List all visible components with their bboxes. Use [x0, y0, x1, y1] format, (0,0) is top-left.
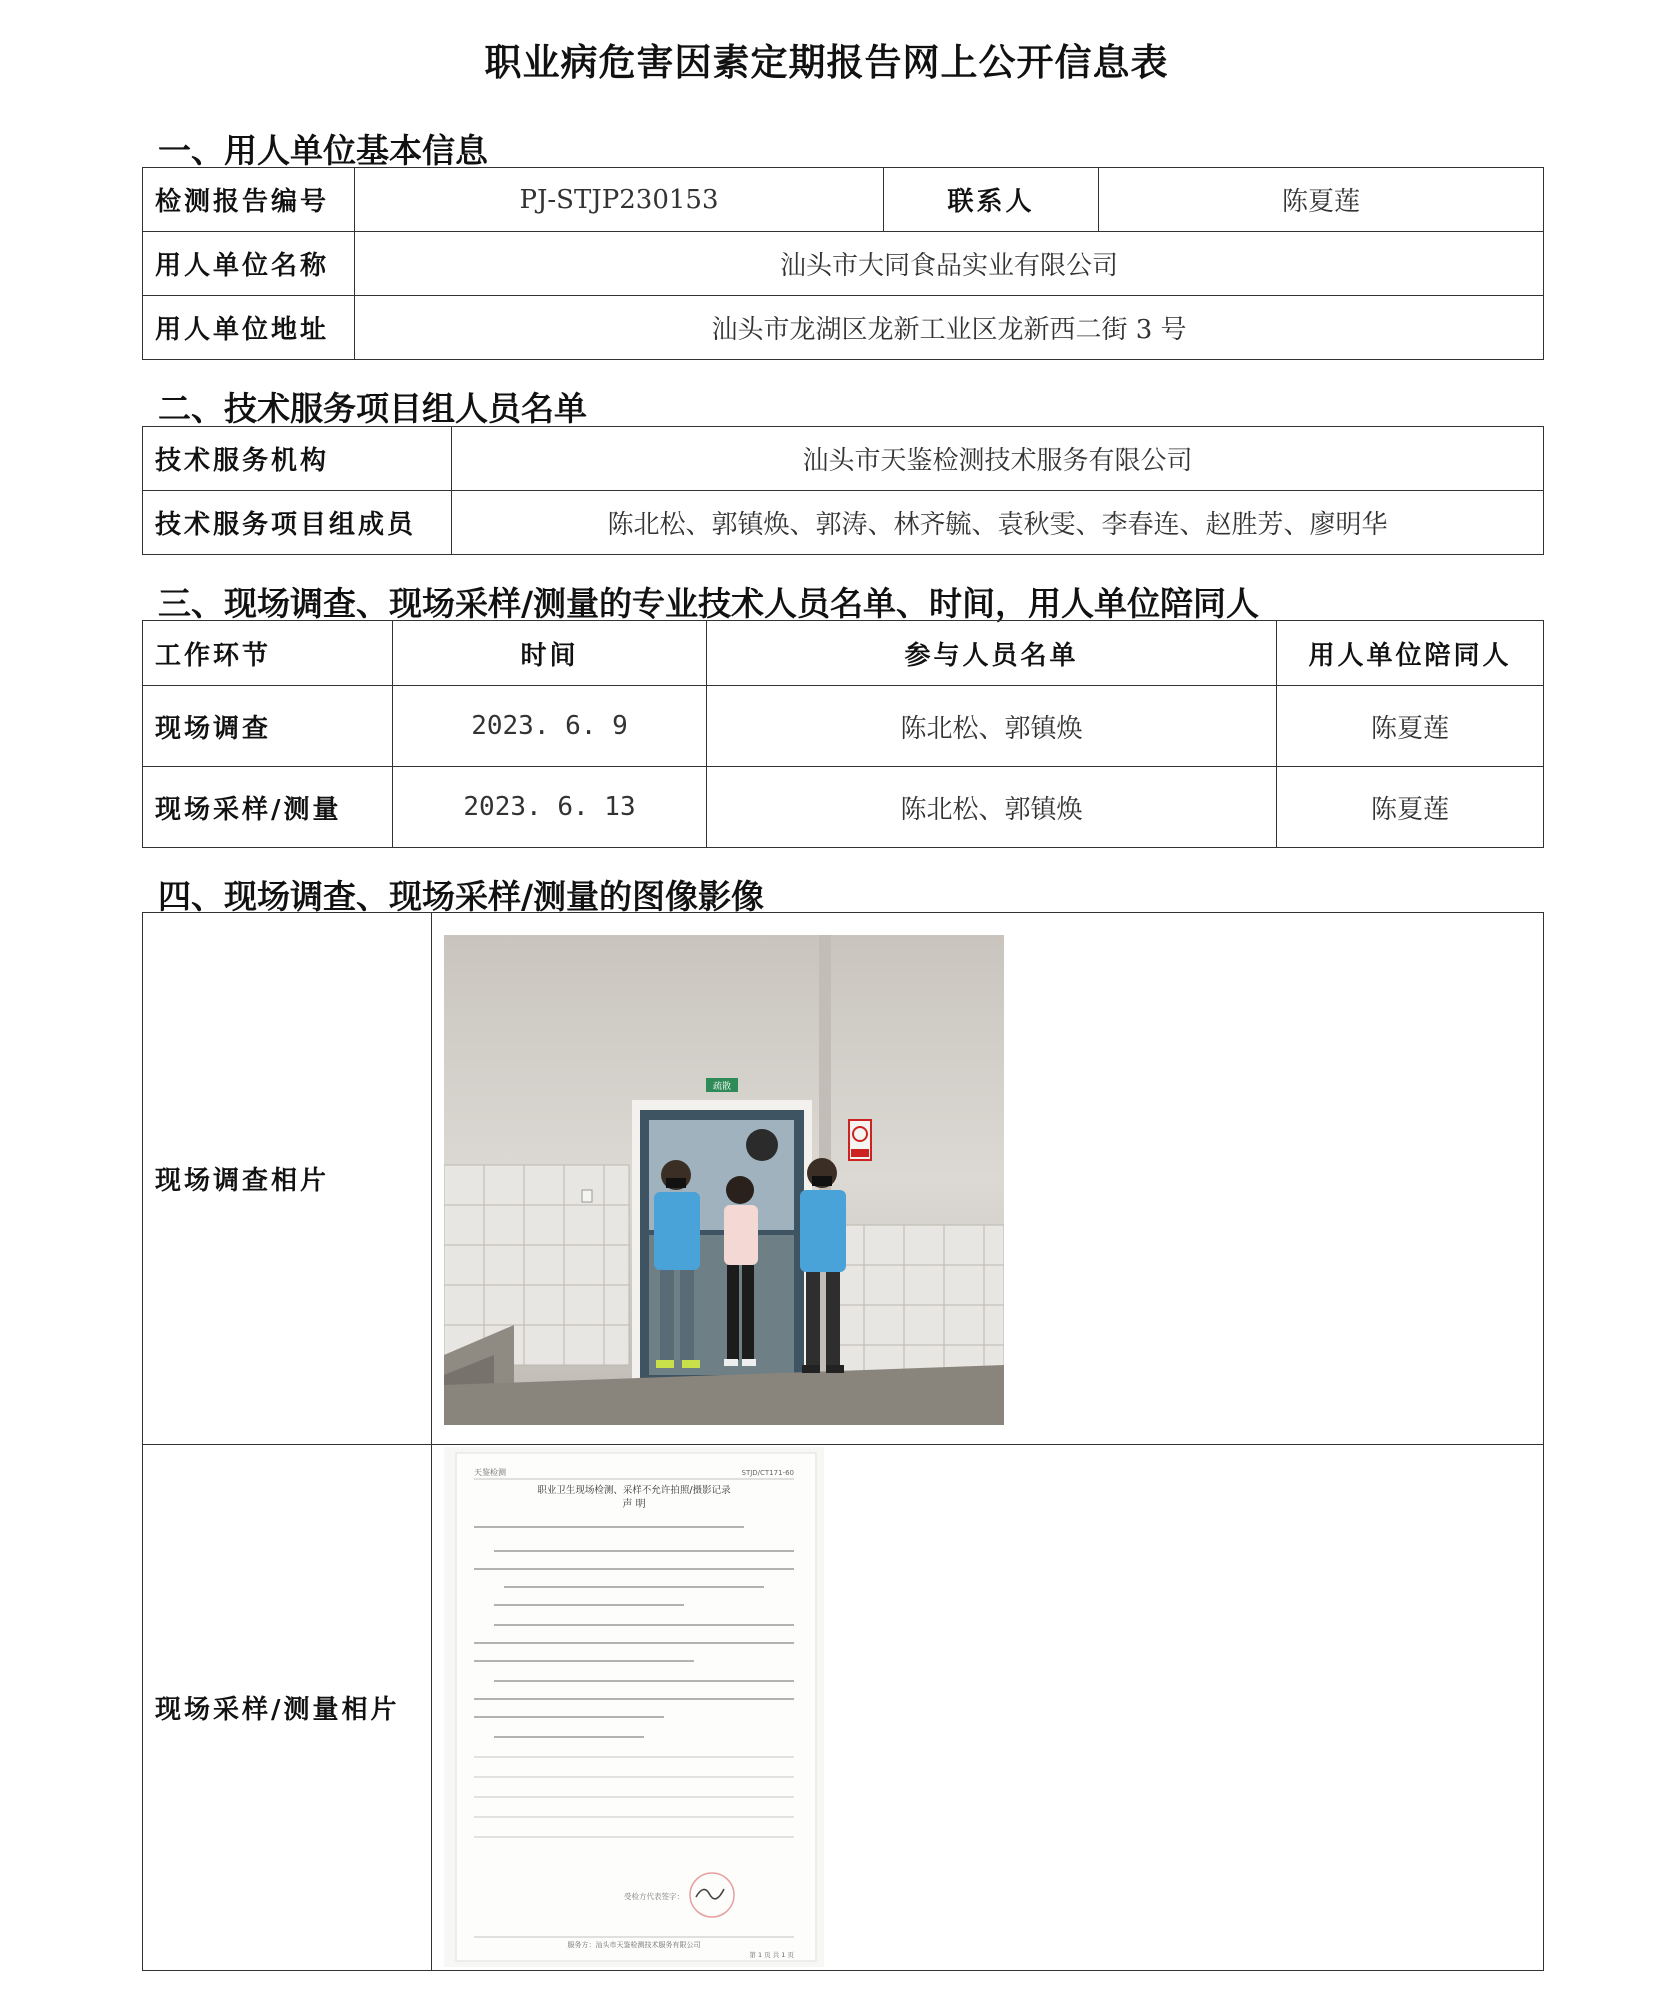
basic-info-table	[142, 167, 1544, 360]
doc-header-left: 天鉴检测	[474, 1468, 506, 1477]
unit-address-label: 用人单位地址	[143, 296, 355, 360]
photos-table	[142, 912, 1544, 1971]
row-escort: 陈夏莲	[1277, 767, 1544, 848]
unit-name-value: 汕头市大同食品实业有限公司	[355, 232, 1544, 296]
header-time: 时间	[393, 621, 707, 686]
table-row	[143, 767, 1544, 848]
row-people: 陈北松、郭镇焕	[707, 686, 1277, 767]
team-table	[142, 426, 1544, 555]
row-time: 2023. 6. 13	[393, 767, 707, 848]
header-people: 参与人员名单	[707, 621, 1277, 686]
row-escort: 陈夏莲	[1277, 686, 1544, 767]
schedule-table	[142, 620, 1544, 848]
doc-subtitle: 声 明	[622, 1499, 646, 1510]
header-escort: 用人单位陪同人	[1277, 621, 1544, 686]
sampling-photo-label: 现场采样/测量相片	[143, 1445, 432, 1971]
doc-title: 职业卫生现场检测、采样不允许拍照/摄影记录	[537, 1485, 731, 1496]
doc-sign-label: 受检方代表签字：	[624, 1892, 684, 1901]
survey-photo	[444, 935, 1004, 1425]
row-stage: 现场调查	[143, 686, 393, 767]
org-label: 技术服务机构	[143, 427, 452, 491]
doc-page: 第 1 页 共 1 页	[749, 1951, 794, 1959]
header-stage: 工作环节	[143, 621, 393, 686]
org-value: 汕头市天鉴检测技术服务有限公司	[452, 427, 1544, 491]
members-label: 技术服务项目组成员	[143, 491, 452, 555]
survey-photo-label: 现场调查相片	[143, 913, 432, 1445]
sampling-photo	[444, 1447, 824, 1967]
contact-label: 联系人	[884, 168, 1099, 232]
row-time: 2023. 6. 9	[393, 686, 707, 767]
members-value: 陈北松、郭镇焕、郭涛、林齐毓、袁秋雯、李春连、赵胜芳、廖明华	[452, 491, 1544, 555]
table-row	[143, 686, 1544, 767]
unit-address-value: 汕头市龙湖区龙新工业区龙新西二街 3 号	[355, 296, 1544, 360]
doc-footer: 服务方：汕头市天鉴检测技术服务有限公司	[567, 1941, 701, 1949]
section1-heading: 一、用人单位基本信息	[158, 131, 488, 170]
section2-heading: 二、技术服务项目组人员名单	[158, 389, 587, 428]
contact-value: 陈夏莲	[1099, 168, 1544, 232]
doc-header-right: STJD/CT171-60	[741, 1469, 794, 1477]
page-title: 职业病危害因素定期报告网上公开信息表	[484, 41, 1169, 84]
section3-heading: 三、现场调查、现场采样/测量的专业技术人员名单、时间，用人单位陪同人	[158, 584, 1260, 623]
report-no-value: PJ-STJP230153	[355, 168, 884, 232]
exit-sign-text: 疏散	[712, 1082, 732, 1092]
section4-heading: 四、现场调查、现场采样/测量的图像影像	[158, 877, 765, 916]
unit-name-label: 用人单位名称	[143, 232, 355, 296]
row-people: 陈北松、郭镇焕	[707, 767, 1277, 848]
row-stage: 现场采样/测量	[143, 767, 393, 848]
report-no-label: 检测报告编号	[143, 168, 355, 232]
